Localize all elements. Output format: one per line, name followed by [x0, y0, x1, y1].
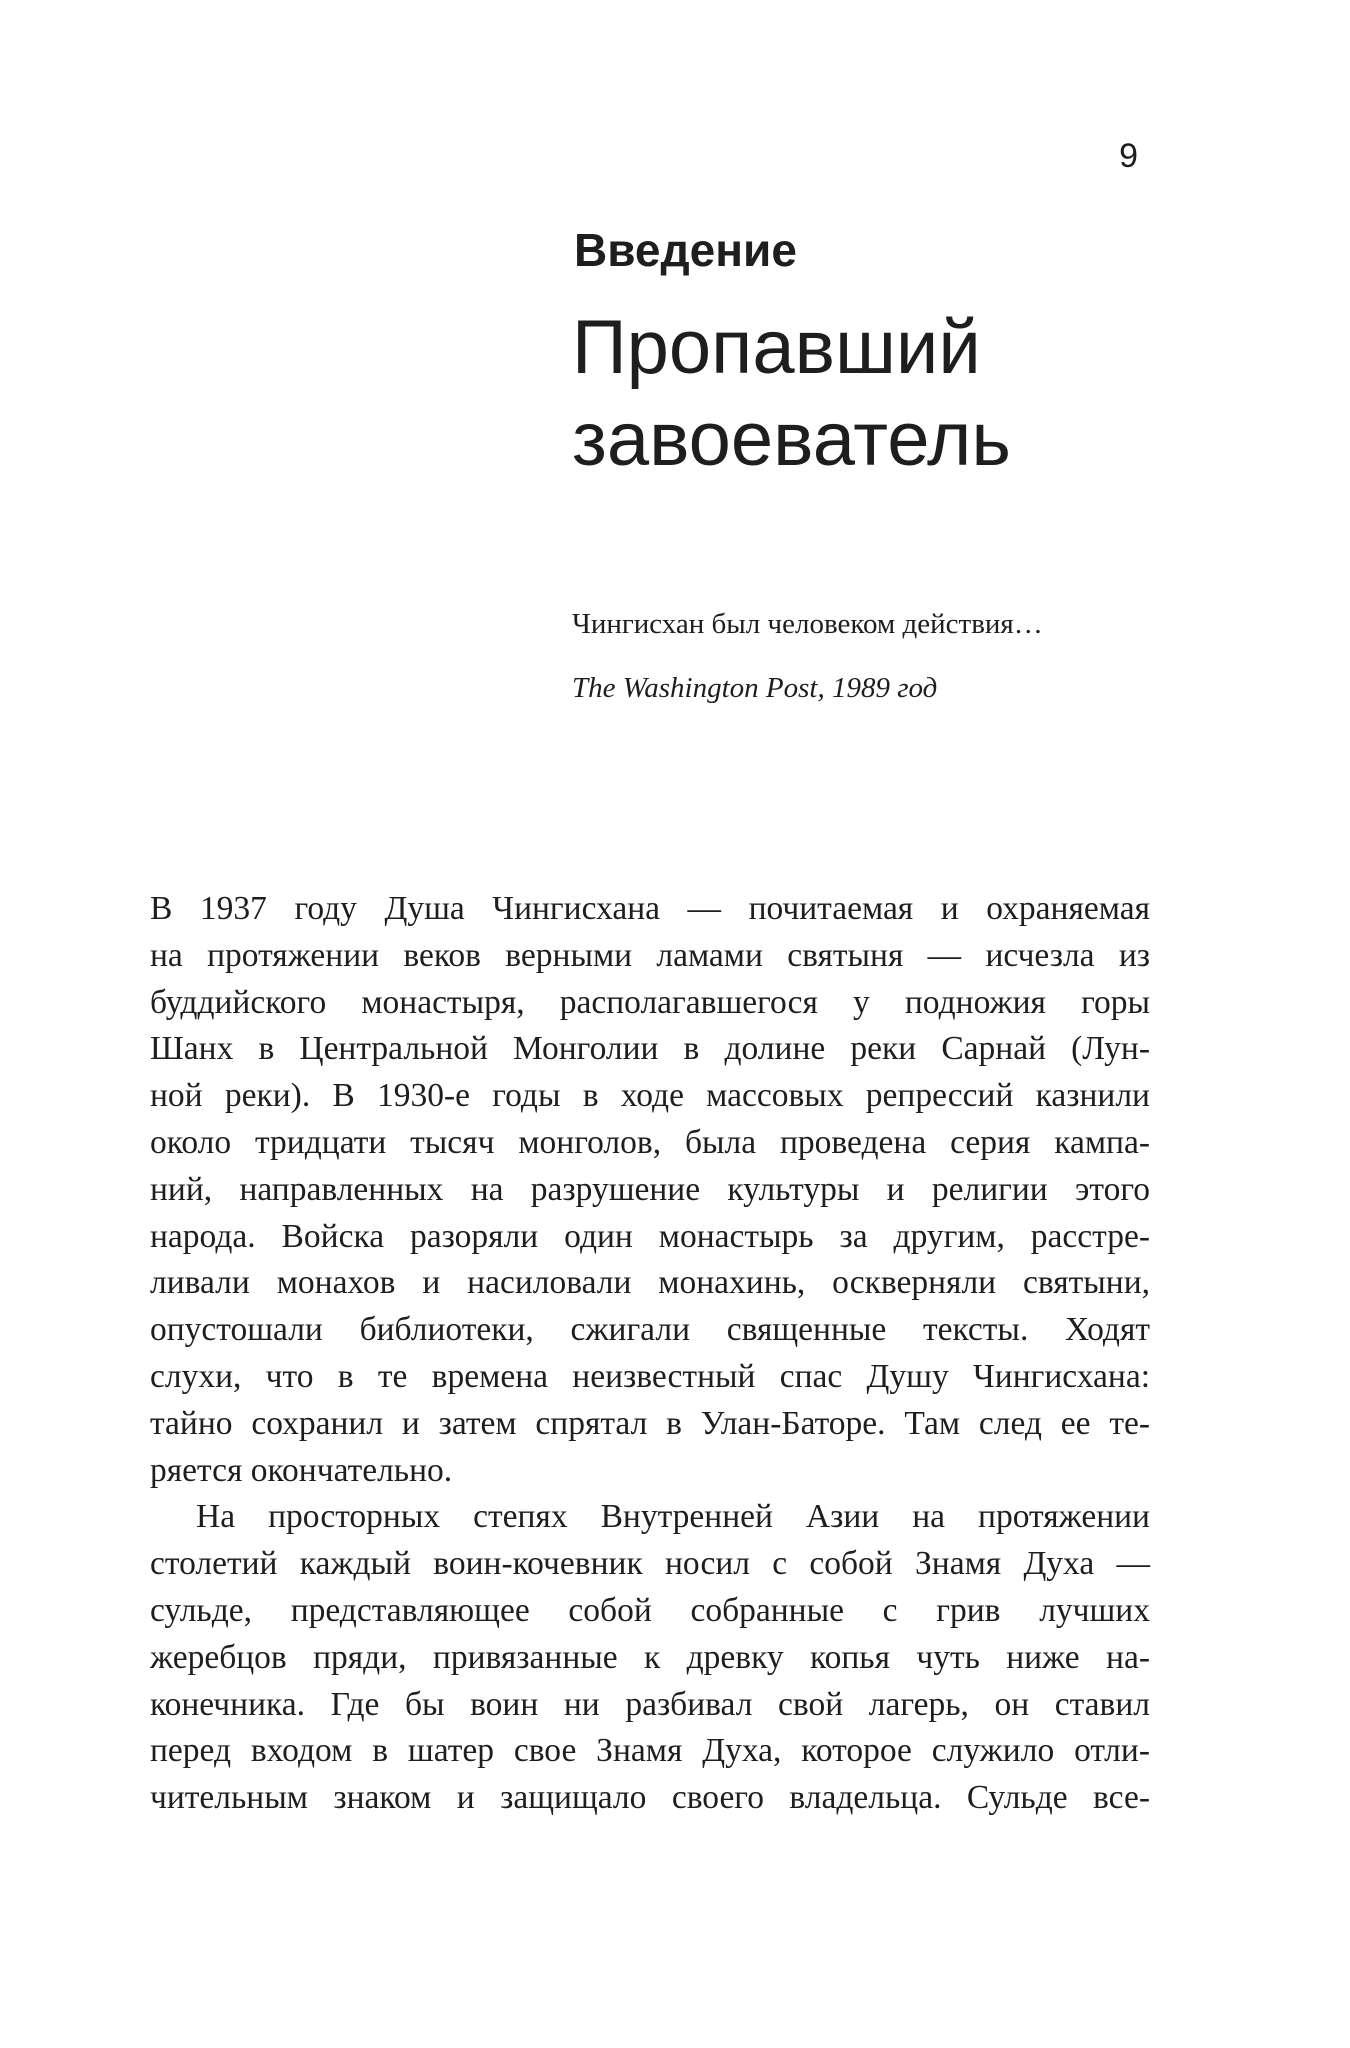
- epigraph: [572, 606, 1192, 706]
- text-line: жеребцов пряди, привязанные к древку копья чуть ниже на-: [150, 1638, 1150, 1676]
- text-line: буддийского монастыря, располагавшегося у подножия горы: [150, 983, 1150, 1021]
- paragraph-2: [150, 1494, 1150, 1822]
- text-line: слухи, что в те времена неизвестный спас Душу Чингисхана:: [150, 1357, 1150, 1395]
- page-number: 9: [1119, 137, 1138, 175]
- text-line: опустошали библиотеки, сжигали священные тексты. Ходят: [150, 1311, 1150, 1349]
- paragraph-1: [150, 886, 1150, 1494]
- text-line: чительным знаком и защищало своего владельца. Сульде все-: [150, 1779, 1150, 1817]
- text-line: ряется окончательно.: [150, 1451, 453, 1489]
- text-line: на протяжении веков верными ламами святыня — исчезла из: [150, 936, 1150, 974]
- text-line: конечника. Где бы воин ни разбивал свой лагерь, он ставил: [150, 1685, 1150, 1723]
- text-line: тайно сохранил и затем спрятал в Улан-Баторе. Там след ее те-: [150, 1404, 1150, 1442]
- text-line: ливали монахов и насиловали монахинь, оскверняли святыни,: [150, 1264, 1150, 1302]
- text-line: ной реки). В 1930-е годы в ходе массовых репрессий казнили: [150, 1077, 1150, 1115]
- epigraph-quote: Чингисхан был человеком действия…: [572, 608, 1043, 640]
- text-line: сульде, представляющее собой собранные с грив лучших: [150, 1591, 1150, 1629]
- text-line: Шанх в Центральной Монголии в долине реки Сарнай (Лун-: [150, 1030, 1150, 1068]
- text-line: ний, направленных на разрушение культуры и религии этого: [150, 1170, 1150, 1208]
- epigraph-source: The Washington Post, 1989 год: [572, 672, 938, 704]
- body-text: [150, 886, 1150, 1822]
- text-line: столетий каждый воин-кочевник носил с собой Знамя Духа —: [150, 1545, 1150, 1583]
- chapter-label: Введение: [574, 224, 797, 276]
- chapter-title-line: Пропавший: [572, 305, 981, 390]
- text-line: перед входом в шатер свое Знамя Духа, которое служило отли-: [150, 1732, 1150, 1770]
- text-line: В 1937 году Душа Чингисхана — почитаемая и охраняемая: [150, 890, 1150, 927]
- text-line: около тридцати тысяч монголов, была проведена серия кампа-: [150, 1123, 1150, 1161]
- chapter-title-line: завоеватель: [572, 397, 1011, 482]
- chapter-title: [572, 302, 1192, 486]
- text-line: На просторных степях Внутренней Азии на протяжении: [196, 1498, 1150, 1536]
- text-line: народа. Войска разоряли один монастырь за другим, расстре-: [150, 1217, 1150, 1255]
